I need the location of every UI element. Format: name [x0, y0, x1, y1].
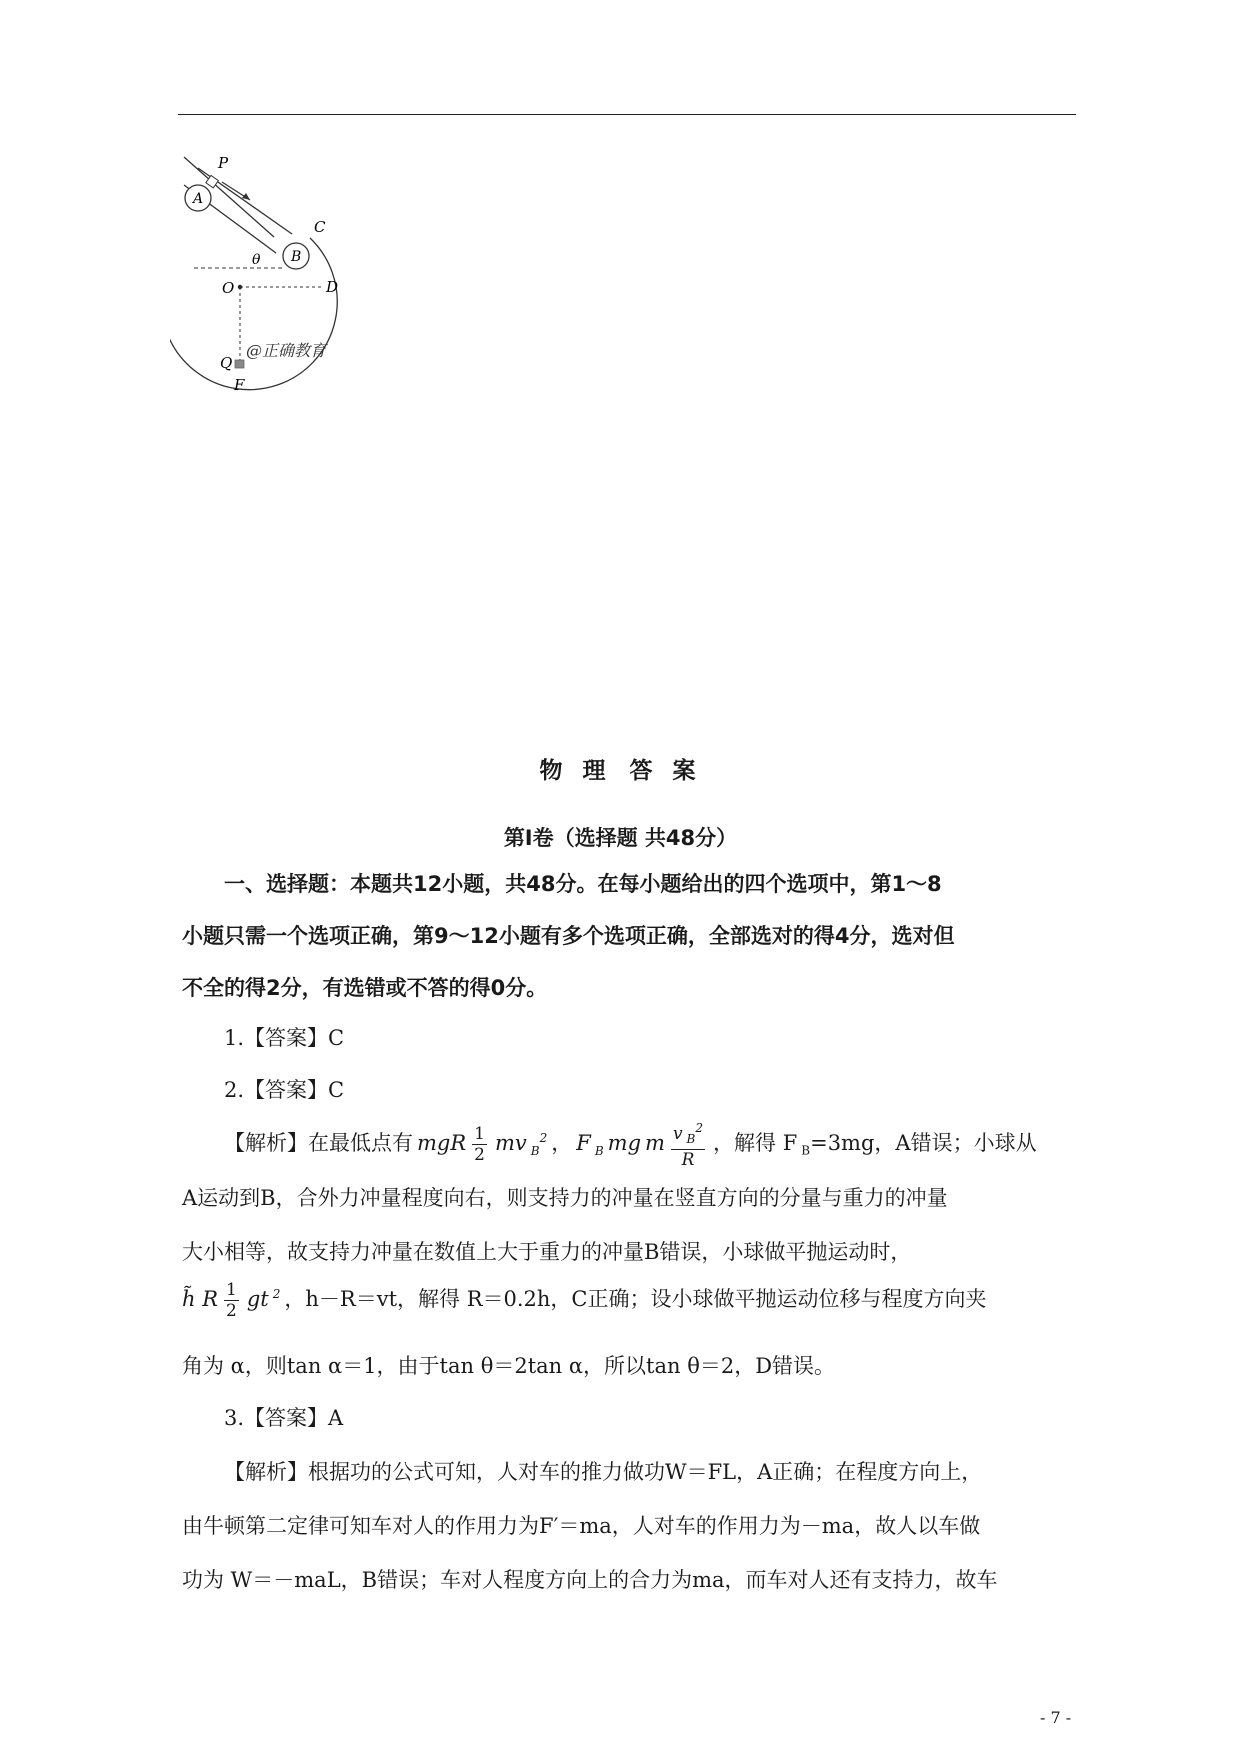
answer-2-analysis-line-4: h̃ R $\frac{1}{2}$ gt $^2$ ，h－R＝vt，解得 R＝0.2h，C正确；设小球做平抛运动位移与程度方向夹 — [182, 1280, 987, 1321]
watermark: @正确教育 — [246, 341, 327, 360]
label-d: D — [326, 278, 339, 296]
answer-3-analysis-line-1: 【解析】根据功的公式可知，人对车的推力做功W＝FL，A正确；在程度方向上， — [224, 1460, 983, 1484]
title-right: 答 案 — [629, 758, 702, 784]
title-left: 物 理 — [539, 758, 612, 784]
answer-3: 3.【答案】A — [224, 1406, 344, 1430]
answer-2-analysis-line-3: 大小相等，故支持力冲量在数值上大于重力的冲量B错误，小球做平抛运动时， — [182, 1240, 912, 1264]
page-number: - 7 - — [1040, 1708, 1072, 1727]
label-f: F — [234, 376, 245, 394]
answer-3-analysis-line-2: 由牛顿第二定律可知车对人的作用力为F′＝ma，人对车的作用力为－ma，故人以车做 — [182, 1514, 981, 1538]
section-intro — [182, 858, 1082, 1014]
intro-line-2: 小题只需一个选项正确，第9～12小题有多个选项正确，全部选对的得4分，选对但 — [182, 924, 955, 948]
intro-line-1: 一、选择题：本题共12小题，共48分。在每小题给出的四个选项中，第1～8 — [224, 872, 942, 896]
label-c: C — [314, 218, 326, 236]
answer-2: 2.【答案】C — [224, 1078, 345, 1102]
section-title: 第Ⅰ卷（选择题 共48分） — [503, 826, 738, 850]
intro-line-3: 不全的得2分，有选错或不答的得0分。 — [182, 976, 548, 1000]
label-p: P — [218, 154, 229, 172]
label-o: O — [222, 279, 235, 297]
answer-2-analysis-line-5: 角为 α，则tan α＝1，由于tan θ＝2tan α，所以tan θ＝2，D错误。 — [182, 1354, 836, 1378]
answer-3-analysis-line-3: 功为 W＝－maL，B错误；车对人程度方向上的合力为ma，而车对人还有支持力，故车 — [182, 1568, 998, 1592]
label-theta: θ — [252, 252, 261, 268]
answer-2-analysis-line-1: 【解析】在最低点有 mgR $\frac{1}{2}$ mv $_B^2$ ， F $_B$ mg m $\frac{v _B^2}{R}$ ，解得 F $_B$=3mg，A错误；小球从 — [224, 1118, 1041, 1170]
page-title — [0, 752, 1241, 785]
header-rule — [178, 114, 1076, 115]
label-q: Q — [220, 354, 233, 372]
label-b: B — [291, 249, 302, 265]
label-a: A — [193, 191, 204, 207]
answer-1: 1.【答案】C — [224, 1026, 345, 1050]
answer-2-analysis-line-2: A运动到B，合外力冲量程度向右，则支持力的冲量在竖直方向的分量与重力的冲量 — [182, 1186, 948, 1210]
block-q-icon — [235, 360, 244, 368]
physics-diagram — [170, 150, 400, 450]
